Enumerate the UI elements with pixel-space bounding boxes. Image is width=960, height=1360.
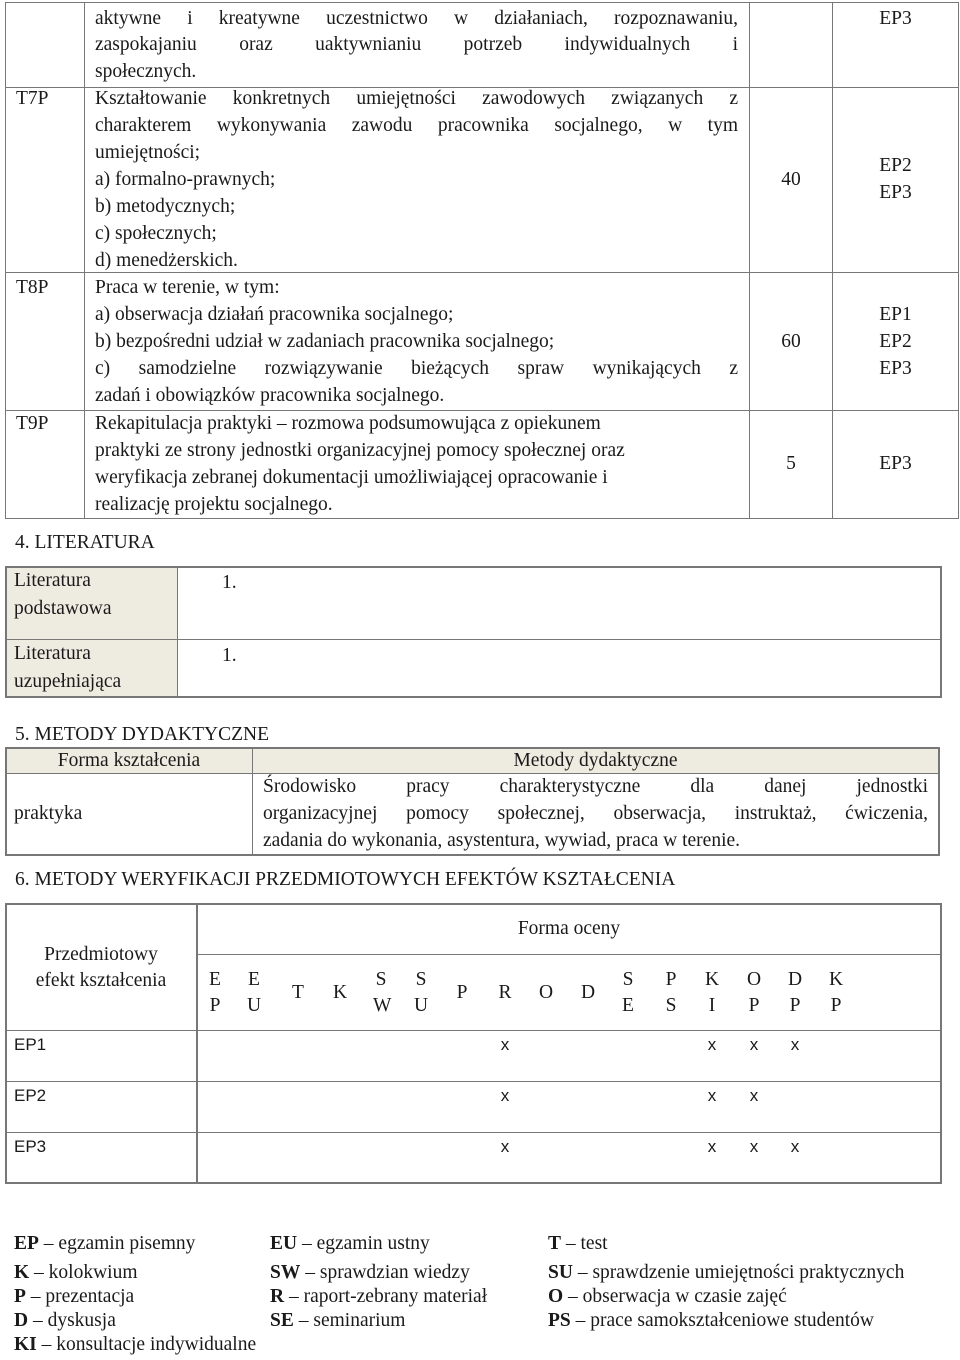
- assessment-mark: x: [500, 1035, 510, 1054]
- topic-code: T8P: [16, 277, 49, 298]
- assessment-column-letter: O: [746, 969, 762, 990]
- assessment-mark: x: [790, 1137, 800, 1156]
- methods-text-line: Środowisko pracy charakterystyczne dla danej jednostki: [263, 776, 928, 797]
- legend-item: [548, 1231, 608, 1258]
- legend-desc: test: [580, 1233, 608, 1254]
- assessment-column-letter: U: [413, 995, 429, 1016]
- legend-abbr: D: [14, 1310, 29, 1331]
- legend-item: [270, 1231, 430, 1258]
- legend-item: [548, 1284, 787, 1311]
- assessment-column-letter: K: [704, 969, 720, 990]
- legend-dash: –: [563, 1286, 583, 1307]
- literature-extra-value: 1.: [222, 645, 237, 666]
- assessment-mark: x: [749, 1137, 759, 1156]
- legend-abbr: P: [14, 1286, 26, 1307]
- effect-code: EP1: [879, 304, 912, 325]
- legend-desc: egzamin pisemny: [58, 1233, 196, 1254]
- effect-code: EP3: [879, 182, 912, 203]
- topic-text-line: weryfikacja zebranej dokumentacji umożliwiającej opracowanie i: [95, 467, 608, 488]
- effect-code: EP2: [879, 155, 912, 176]
- legend-dash: –: [284, 1286, 304, 1307]
- effect-code: EP2: [879, 331, 912, 352]
- legend-item: [14, 1332, 256, 1359]
- topic-text-line: a) obserwacja działań pracownika socjalnego;: [95, 304, 454, 325]
- topic-text-line: realizację projektu socjalnego.: [95, 494, 333, 515]
- topic-text-line: c) społecznych;: [95, 223, 217, 244]
- assessment-mark: x: [749, 1086, 759, 1105]
- methods-form-value: praktyka: [14, 803, 83, 824]
- legend-abbr: K: [14, 1262, 30, 1283]
- assessment-column-letter: P: [456, 982, 468, 1003]
- assessment-mark: x: [707, 1035, 717, 1054]
- topic-hours: 60: [781, 331, 801, 352]
- topic-text-line: umiejętności;: [95, 142, 201, 163]
- forma-oceny-header: Forma oceny: [517, 918, 621, 939]
- legend-abbr: R: [270, 1286, 285, 1307]
- literature-basic-value: 1.: [222, 572, 237, 593]
- legend-abbr: EP: [14, 1233, 39, 1254]
- verification-effect-code: EP3: [14, 1137, 47, 1156]
- legend-dash: –: [297, 1233, 317, 1254]
- verification-effect-header: efekt kształcenia: [35, 970, 167, 991]
- legend-abbr: T: [548, 1233, 562, 1254]
- assessment-column-letter: D: [787, 969, 803, 990]
- assessment-column-letter: P: [209, 995, 221, 1016]
- assessment-column-letter: O: [538, 982, 554, 1003]
- legend-desc: prezentacja: [45, 1286, 135, 1307]
- assessment-column-letter: K: [332, 982, 348, 1003]
- assessment-mark: x: [790, 1035, 800, 1054]
- topic-hours: 40: [781, 169, 801, 190]
- assessment-column-letter: K: [828, 969, 844, 990]
- legend-abbr: SW: [270, 1262, 301, 1283]
- assessment-column-letter: S: [375, 969, 387, 990]
- section-heading-methods: 5. METODY DYDAKTYCZNE: [15, 724, 270, 745]
- assessment-column-letter: S: [665, 995, 677, 1016]
- legend-abbr: O: [548, 1286, 564, 1307]
- legend-item: [14, 1231, 195, 1258]
- topic-text-line: Rekapitulacja praktyki – rozmowa podsumowująca z opiekunem: [95, 413, 601, 434]
- assessment-mark: x: [749, 1035, 759, 1054]
- legend-desc: dyskusja: [47, 1310, 116, 1331]
- topic-text-line: b) bezpośredni udział w zadaniach pracownika socjalnego;: [95, 331, 555, 352]
- legend-item: [14, 1260, 138, 1287]
- legend-desc: obserwacja w czasie zajęć: [582, 1286, 787, 1307]
- legend-item: [270, 1284, 487, 1311]
- legend-item: [14, 1284, 134, 1311]
- effect-code: EP3: [879, 453, 912, 474]
- section-heading-verification: 6. METODY WERYFIKACJI PRZEDMIOTOWYCH EFEKTÓW KSZTAŁCENIA: [15, 869, 676, 890]
- assessment-column-letter: D: [580, 982, 596, 1003]
- legend-dash: –: [561, 1233, 581, 1254]
- legend-desc: seminarium: [313, 1310, 406, 1331]
- legend-dash: –: [570, 1310, 591, 1331]
- assessment-column-letter: P: [748, 995, 760, 1016]
- topic-text-line: społecznych.: [95, 61, 197, 82]
- verification-effect-code: EP1: [14, 1035, 47, 1054]
- assessment-column-letter: E: [248, 969, 260, 990]
- topic-text-line: charakterem wykonywania zawodu pracownika socjalnego, w tym: [95, 115, 738, 136]
- assessment-column-letter: S: [622, 969, 634, 990]
- topic-text-line: aktywne i kreatywne uczestnictwo w działaniach, rozpoznawaniu,: [95, 8, 738, 29]
- legend-dash: –: [293, 1310, 314, 1331]
- topic-text-line: praktyki ze strony jednostki organizacyjnej pomocy społecznej oraz: [95, 440, 625, 461]
- assessment-mark: x: [707, 1086, 717, 1105]
- legend-dash: –: [572, 1262, 593, 1283]
- legend-item: [270, 1308, 405, 1335]
- literature-basic-label: Literatura: [14, 570, 91, 591]
- legend-abbr: PS: [548, 1310, 571, 1331]
- legend-desc: sprawdzian wiedzy: [319, 1262, 470, 1283]
- methods-col-methods: Metody dydaktyczne: [513, 750, 678, 771]
- topic-text-line: zaspokajaniu oraz uaktywnianiu potrzeb indywidualnych i: [95, 34, 738, 55]
- legend-dash: –: [28, 1310, 48, 1331]
- verification-effect-code: EP2: [14, 1086, 47, 1105]
- topic-text-line: Kształtowanie konkretnych umiejętności zawodowych związanych z: [95, 88, 738, 109]
- legend-item: [548, 1308, 874, 1335]
- assessment-mark: x: [500, 1086, 510, 1105]
- literature-extra-label: uzupełniająca: [14, 671, 122, 692]
- literature-extra-label: Literatura: [14, 643, 91, 664]
- legend-desc: konsultacje indywidualne: [56, 1334, 257, 1355]
- topic-text-line: d) menedżerskich.: [95, 250, 238, 271]
- legend-abbr: SE: [270, 1310, 294, 1331]
- topic-code: T7P: [16, 88, 49, 109]
- legend-desc: sprawdzenie umiejętności praktycznych: [592, 1262, 905, 1283]
- topic-text-line: c) samodzielne rozwiązywanie bieżących spraw wynikających z: [95, 358, 738, 379]
- legend-abbr: KI: [14, 1334, 37, 1355]
- assessment-column-letter: P: [665, 969, 677, 990]
- legend-desc: egzamin ustny: [316, 1233, 430, 1254]
- topic-code: T9P: [16, 413, 49, 434]
- assessment-column-letter: U: [246, 995, 262, 1016]
- topic-text-line: a) formalno-prawnych;: [95, 169, 276, 190]
- section-heading-literature: 4. LITERATURA: [15, 532, 155, 553]
- legend-item: [548, 1260, 904, 1287]
- topic-text-line: Praca w terenie, w tym:: [95, 277, 280, 298]
- verification-effect-header: Przedmiotowy: [44, 944, 158, 965]
- assessment-column-letter: W: [373, 995, 392, 1016]
- legend-abbr: EU: [270, 1233, 298, 1254]
- topic-text-line: zadań i obowiązków pracownika socjalnego.: [95, 385, 445, 406]
- effect-code: EP3: [879, 8, 912, 29]
- assessment-column-letter: R: [498, 982, 512, 1003]
- assessment-mark: x: [707, 1137, 717, 1156]
- legend-dash: –: [300, 1262, 320, 1283]
- assessment-column-letter: E: [209, 969, 221, 990]
- assessment-column-letter: E: [622, 995, 634, 1016]
- assessment-column-letter: P: [830, 995, 842, 1016]
- assessment-mark: x: [500, 1137, 510, 1156]
- legend-dash: –: [36, 1334, 57, 1355]
- methods-text-line: zadania do wykonania, asystentura, wywiad, praca w terenie.: [263, 830, 741, 851]
- topic-hours: 5: [786, 453, 796, 474]
- legend-desc: prace samokształceniowe studentów: [590, 1310, 874, 1331]
- assessment-column-letter: I: [708, 995, 716, 1016]
- legend-item: [270, 1260, 470, 1287]
- methods-text-line: organizacyjnej pomocy społecznej, obserwacja, instruktaż, ćwiczenia,: [263, 803, 928, 824]
- legend-desc: raport-zebrany materiał: [303, 1286, 488, 1307]
- effect-code: EP3: [879, 358, 912, 379]
- legend-abbr: SU: [548, 1262, 573, 1283]
- assessment-column-letter: T: [292, 982, 304, 1003]
- topic-text-line: b) metodycznych;: [95, 196, 236, 217]
- legend-item: [14, 1308, 116, 1335]
- legend-dash: –: [25, 1286, 46, 1307]
- assessment-column-letter: P: [789, 995, 801, 1016]
- methods-col-form: Forma kształcenia: [57, 750, 201, 771]
- legend-desc: kolokwium: [48, 1262, 138, 1283]
- legend-dash: –: [38, 1233, 59, 1254]
- literature-basic-label: podstawowa: [14, 598, 112, 619]
- assessment-column-letter: S: [415, 969, 427, 990]
- legend-dash: –: [29, 1262, 49, 1283]
